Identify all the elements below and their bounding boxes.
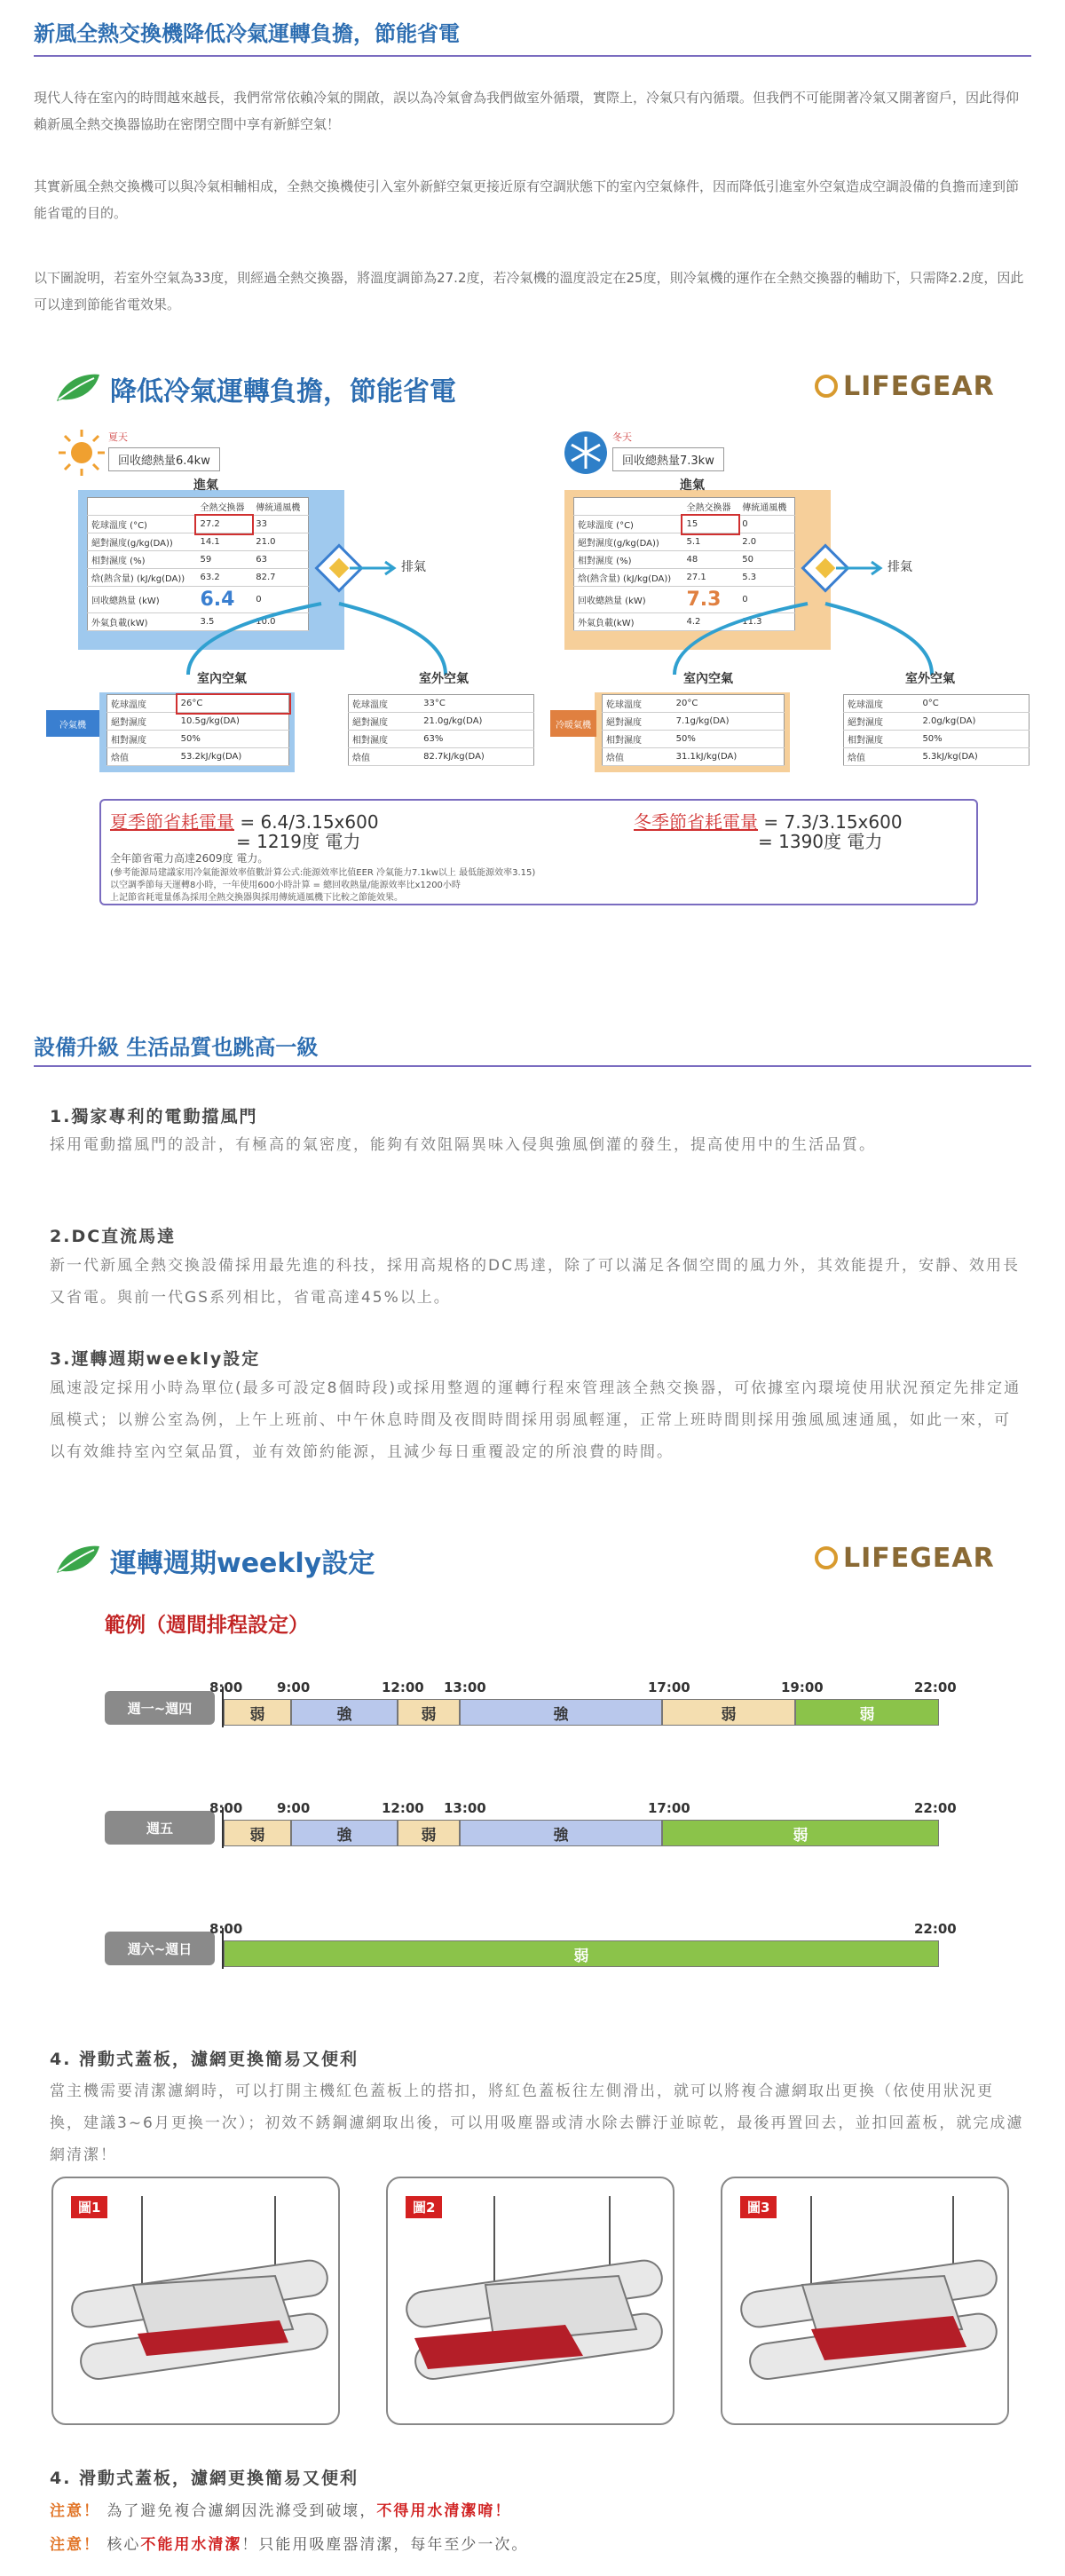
logo-mark-icon — [815, 375, 838, 398]
feature-3-heading: 3.運轉週期weekly設定 — [50, 1349, 261, 1369]
table-row: 絕對濕度 2.0g/kg(DA) — [844, 713, 1030, 731]
filter-step-image-3 — [721, 2177, 1009, 2425]
table-row: 絕對濕度(g/kg(DA)) 14.1 21.0 — [88, 533, 309, 551]
section1-para-1: 現代人待在室內的時間越來越長，我們常常依賴冷氣的開啟，誤以為冷氣會為我們做室外循環，實際上，冷氣只有內循環。但我們不可能開著冷氣又開著窗戶，因此得仰賴新風全熱交換器協助在密閉空間中享有新鮮空氣！ — [34, 90, 1020, 132]
feature-4-heading-repeat: 4. 滑動式蓋板，濾網更換簡易又便利 — [50, 2469, 359, 2488]
table-row: 焓(熱含量) (kJ/kg(DA)) 63.2 82.7 — [88, 569, 309, 587]
summer-panel — [46, 426, 543, 781]
step-number-badge: 圖2 — [406, 2196, 442, 2218]
logo-mark-icon — [815, 1546, 838, 1569]
summer-indoor-header: 室內空氣 — [197, 672, 247, 686]
table-row: 相對濕度 50% — [844, 731, 1030, 748]
schedule-segment[interactable]: 弱 — [224, 1940, 939, 1967]
summer-indoor-table — [106, 694, 289, 766]
table-row: 乾球溫度 0°C — [844, 695, 1030, 713]
summer-intake-table: 全熱交換器 傳統通風機 乾球溫度 (°C) 27.2 33 絕對濕度(g/kg(DA)) 14.1 21.0 相對濕度 (%) 59 63 焓(熱含量) (kJ/kg(DA)) 63.2 82.7 回收總熱量 (kW) 6.4 0 外氣負載(kW) 3.5 10.0 — [87, 497, 309, 631]
summer-savings: 夏季節省耗電量 = 6.4/3.15x600 — [110, 811, 379, 833]
table-row: 外氣負載(kW) 4.2 11.3 — [574, 613, 795, 631]
time-label: 12:00 — [382, 1679, 424, 1695]
time-label: 19:00 — [781, 1679, 824, 1695]
time-label: 17:00 — [648, 1679, 690, 1695]
winter-indoor-table — [602, 694, 785, 766]
time-label: 8:00 — [209, 1921, 243, 1937]
schedule-segment[interactable]: 弱 — [224, 1820, 291, 1846]
table-row: 回收總熱量 (kW) 7.3 0 — [574, 587, 795, 613]
table-row: 外氣負載(kW) 3.5 10.0 — [88, 613, 309, 631]
calc-note-2: (參考能源局建議家用冷氣能源效率值數計算公式:能源效率比值EER 冷氣能力7.1kw以上 最低能源效率3.15) — [110, 868, 536, 878]
snowflake-icon — [559, 426, 612, 479]
table-row: 相對濕度 50% — [603, 731, 785, 748]
filter-warning-2: 注意！ 核心不能用水清潔！只能用吸塵器清潔，每年至少一次。 — [50, 2536, 529, 2554]
table-row: 乾球溫度 (°C) 27.2 33 — [88, 516, 309, 533]
lifegear-logo: LIFEGEAR — [815, 1543, 995, 1574]
step-number-badge: 圖1 — [71, 2196, 107, 2218]
time-label: 22:00 — [914, 1679, 957, 1695]
calc-note-3: 以空調季節每天運轉8小時，一年使用600小時計算 = 總回收熱量/能源效率比x1200小時 — [110, 881, 461, 890]
winter-exhaust-label: 排氣 — [888, 560, 912, 574]
schedule-segment[interactable]: 弱 — [398, 1699, 460, 1726]
winter-ac-unit: 冷暖氣機 — [550, 710, 596, 737]
time-label: 22:00 — [914, 1921, 957, 1937]
summer-intake-header: 進氣 — [193, 478, 218, 493]
time-label: 9:00 — [277, 1800, 311, 1816]
feature-4-heading: 4. 滑動式蓋板，濾網更換簡易又便利 — [50, 2050, 359, 2069]
schedule-segment[interactable]: 弱 — [662, 1820, 939, 1846]
table-row: 焓值 5.3kJ/kg(DA) — [844, 748, 1030, 766]
table-row: 乾球溫度 (°C) 15 0 — [574, 516, 795, 533]
feature-1-body: 採用電動擋風門的設計，有極高的氣密度，能夠有效阻隔異味入侵與強風倒灌的發生，提高使用中的生活品質。 — [50, 1136, 876, 1154]
exhaust-arrow-icon — [834, 559, 888, 577]
table-row: 乾球溫度 26°C — [107, 695, 289, 713]
table-row: 焓值 53.2kJ/kg(DA) — [107, 748, 289, 766]
table-row: 絕對濕度 10.5g/kg(DA) — [107, 713, 289, 731]
section2-title: 設備升級 生活品質也跳高一級 — [34, 1035, 319, 1060]
time-label: 13:00 — [444, 1800, 486, 1816]
section1-rule — [34, 55, 1031, 57]
schedule-day-sat-sun: 週六~週日 — [105, 1932, 215, 1965]
schedule-segment[interactable]: 強 — [460, 1820, 662, 1846]
schedule-day-mon-thu: 週一~週四 — [105, 1691, 215, 1725]
schedule-segment[interactable]: 強 — [291, 1820, 398, 1846]
winter-outdoor-table — [843, 694, 1030, 766]
time-label: 8:00 — [209, 1800, 243, 1816]
table-row: 相對濕度 (%) 48 50 — [574, 551, 795, 569]
feature-4-body: 當主機需要清潔濾網時，可以打開主機紅色蓋板上的搭扣，將紅色蓋板往左側滑出，就可以將複合濾網取出更換（依使用狀況更換，建議3~6月更換一次）；初效不銹鋼濾網取出後，可以用吸塵器或清水除去髒汙並晾乾，最後再置回去，並扣回蓋板，就完成濾網清潔！ — [50, 2082, 1024, 2164]
winter-season-label: 冬天 — [612, 431, 632, 443]
schedule-segment[interactable]: 弱 — [398, 1820, 460, 1846]
section1-title: 新風全熱交換機降低冷氣運轉負擔，節能省電 — [34, 21, 460, 46]
winter-panel — [550, 426, 1047, 781]
feature-2-body: 新一代新風全熱交換設備採用最先進的科技，採用高規格的DC馬達，除了可以滿足各個空間的風力外，其效能提升，安靜、效用長又省電。與前一代GS系列相比，省電高達45%以上。 — [50, 1257, 1020, 1307]
schedule-day-fri: 週五 — [105, 1811, 215, 1845]
summer-season-label: 夏天 — [108, 431, 128, 443]
calc-note-1: 全年節省電力高達2609度 電力。 — [110, 852, 269, 865]
schedule-subtitle: 範例（週間排程設定） — [105, 1614, 309, 1637]
table-row: 相對濕度 (%) 59 63 — [88, 551, 309, 569]
section1-para-2: 其實新風全熱交換機可以與冷氣相輔相成，全熱交換機使引入室外新鮮空氣更接近原有空調狀態下的室內空氣條件，因而降低引進室外空氣造成空調設備的負擔而達到節能省電的目的。 — [34, 178, 1020, 221]
table-row: 焓(熱含量) (kJ/kg(DA)) 27.1 5.3 — [574, 569, 795, 587]
schedule-segment[interactable]: 弱 — [224, 1699, 291, 1726]
table-row: 回收總熱量 (kW) 6.4 0 — [88, 587, 309, 613]
summer-savings-result: = 1219度 電力 — [236, 831, 361, 852]
schedule-segment[interactable]: 強 — [291, 1699, 398, 1726]
time-label: 17:00 — [648, 1800, 690, 1816]
section2-rule — [34, 1065, 1031, 1067]
winter-outdoor-header: 室外空氣 — [905, 672, 955, 686]
winter-savings-result: = 1390度 電力 — [758, 831, 883, 852]
summer-recovered-label: 回收總熱量6.4kw — [108, 447, 220, 471]
banner1-title: 降低冷氣運轉負擔，節能省電 — [110, 376, 456, 407]
feature-1-heading: 1.獨家專利的電動擋風門 — [50, 1107, 258, 1126]
banner2-title: 運轉週期weekly設定 — [110, 1548, 375, 1579]
leaf-icon — [55, 1545, 101, 1575]
winter-recovered-label: 回收總熱量7.3kw — [612, 447, 724, 471]
time-label: 8:00 — [209, 1679, 243, 1695]
feature-2-heading: 2.DC直流馬達 — [50, 1227, 177, 1246]
savings-calc-box — [99, 799, 978, 905]
lifegear-logo: LIFEGEAR — [815, 371, 995, 402]
table-row: 絕對濕度(g/kg(DA)) 5.1 2.0 — [574, 533, 795, 551]
table-row: 焓值 82.7kJ/kg(DA) — [349, 748, 534, 766]
winter-indoor-header: 室內空氣 — [683, 672, 733, 686]
filter-step-image-2 — [386, 2177, 674, 2425]
table-row: 相對濕度 63% — [349, 731, 534, 748]
leaf-icon — [55, 373, 101, 403]
summer-outdoor-table — [348, 694, 534, 766]
schedule-segment[interactable]: 強 — [460, 1699, 662, 1726]
schedule-segment[interactable]: 弱 — [662, 1699, 795, 1726]
table-row: 焓值 31.1kJ/kg(DA) — [603, 748, 785, 766]
table-row: 絕對濕度 7.1g/kg(DA) — [603, 713, 785, 731]
table-row: 乾球溫度 33°C — [349, 695, 534, 713]
winter-intake-header: 進氣 — [680, 478, 705, 493]
summer-exhaust-label: 排氣 — [401, 560, 426, 574]
sun-icon — [55, 426, 108, 479]
table-row: 相對濕度 50% — [107, 731, 289, 748]
exhaust-arrow-icon — [348, 559, 401, 577]
filter-warning-1: 注意！ 為了避免複合濾網因洗滌受到破壞，不得用水清潔唷！ — [50, 2502, 512, 2520]
summer-outdoor-header: 室外空氣 — [419, 672, 469, 686]
time-label: 9:00 — [277, 1679, 311, 1695]
step-number-badge: 圖3 — [740, 2196, 777, 2218]
filter-step-image-1 — [51, 2177, 340, 2425]
table-row: 乾球溫度 20°C — [603, 695, 785, 713]
calc-note-4: 上記節省耗電量係為採用全熱交換器與採用傳統通風機下比較之節能效果。 — [110, 893, 403, 903]
winter-intake-table: 全熱交換器 傳統通風機 乾球溫度 (°C) 15 0 絕對濕度(g/kg(DA)) 5.1 2.0 相對濕度 (%) 48 50 焓(熱含量) (kJ/kg(DA)) 27.1 5.3 回收總熱量 (kW) 7.3 0 外氣負載(kW) 4.2 11.3 — [573, 497, 795, 631]
schedule-segment[interactable]: 弱 — [795, 1699, 939, 1726]
time-label: 12:00 — [382, 1800, 424, 1816]
winter-savings: 冬季節省耗電量 = 7.3/3.15x600 — [634, 811, 903, 833]
section1-para-3: 以下圖說明，若室外空氣為33度，則經過全熱交換器，將溫度調節為27.2度，若冷氣機的溫度設定在25度，則冷氣機的運作在全熱交換器的輔助下，只需降2.2度，因此可以達到節能省電效果。 — [34, 270, 1024, 312]
time-label: 13:00 — [444, 1679, 486, 1695]
time-label: 22:00 — [914, 1800, 957, 1816]
summer-ac-unit: 冷氣機 — [46, 710, 99, 737]
table-row: 絕對濕度 21.0g/kg(DA) — [349, 713, 534, 731]
feature-3-body: 風速設定採用小時為單位(最多可設定8個時段)或採用整週的運轉行程來管理該全熱交換器，可依據室內環境使用狀況預定先排定通風模式；以辦公室為例，上午上班前、中午休息時間及夜間時間採用弱風輕運，正常上班時間則採用強風風速通風，如此一來，可以有效維持室內空氣品質，並有效節約能源，且減少每日重覆設定的所浪費的時間。 — [50, 1379, 1022, 1461]
